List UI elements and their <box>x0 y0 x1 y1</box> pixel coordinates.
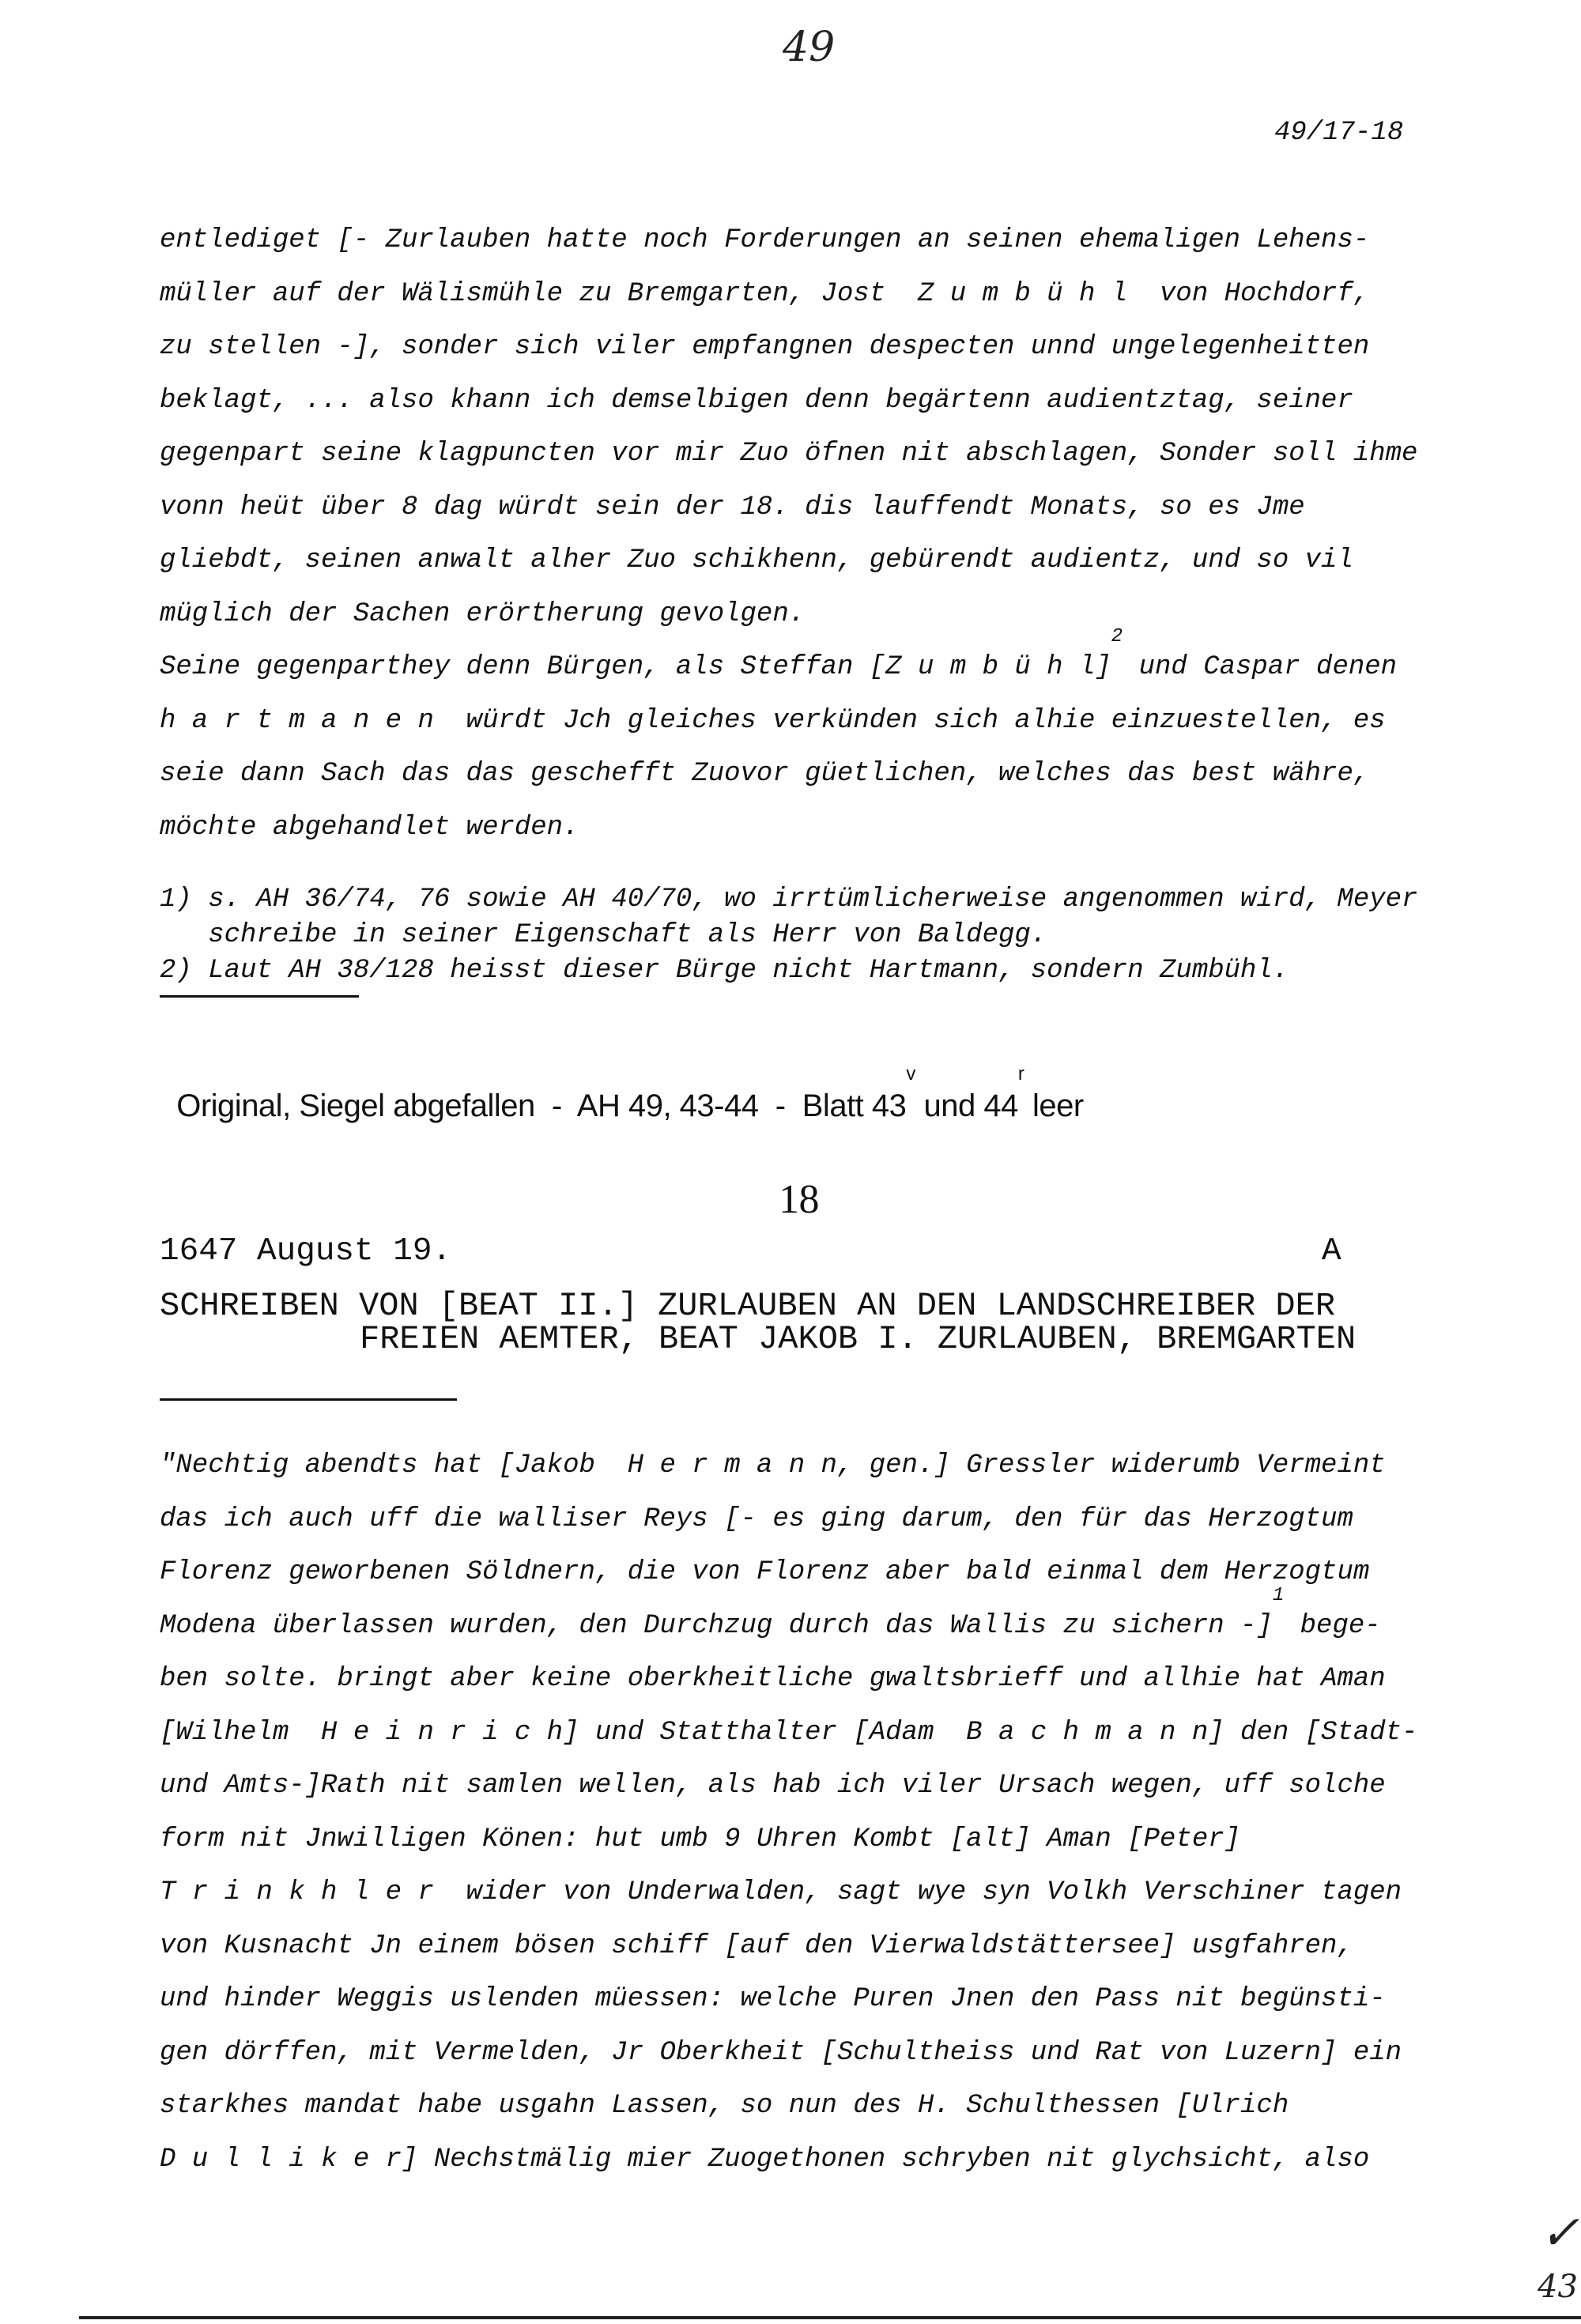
text-line <box>160 438 1417 470</box>
text-line <box>160 1877 1402 1908</box>
text-line: schreibe in seiner Eigenschaft als Herr von Baldegg. <box>160 920 1047 950</box>
text-segment: gen dörffen, mit Vermelden, Jr Oberkheit [Schultheiss und Rat von Luzern] ein <box>160 2037 1402 2068</box>
text-segment: entlediget [- Zurlauben hatte noch Forderungen an seinen ehemaligen Lehens- <box>160 225 1370 255</box>
text-line: 2) Laut AH 38/128 heisst dieser Bürge nicht Hartmann, sondern Zumbühl. <box>160 956 1289 986</box>
text-line <box>160 1556 1369 1588</box>
source-note-text: Original, Siegel abgefallen - AH 49, 43-44 - Blatt 43 <box>176 1088 907 1123</box>
text-segment: [Wilhelm H e i n r i c h] und Statthalter [Adam B a c h m a n n] den [Stadt- <box>160 1717 1418 1748</box>
text-line <box>160 1450 1386 1481</box>
document-title-line-1: SCHREIBEN VON [BEAT II.] ZURLAUBEN AN DEN LANDSCHREIBER DER <box>160 1287 1336 1325</box>
text-line <box>160 224 1369 256</box>
text-line <box>160 278 1369 310</box>
source-note-text-end: leer <box>1024 1088 1084 1123</box>
footnote-reference: 1 <box>1272 1584 1285 1606</box>
text-segment: bege- <box>1284 1610 1381 1641</box>
text-segment: Seine gegenparthey denn Bürgen, als Steffan [Z u m b ü h l] <box>160 652 1111 682</box>
footnote-reference: 2 <box>1111 626 1123 647</box>
text-line <box>160 758 1369 790</box>
document-letter: A <box>1322 1233 1341 1270</box>
text-segment: Florenz geworbenen Söldnern, die von Florenz aber bald einmal dem Herzogtum <box>160 1557 1370 1587</box>
text-segment: und Caspar denen <box>1123 652 1398 682</box>
text-segment: Modena überlassen wurden, den Durchzug durch das Wallis zu sichern -] <box>160 1610 1273 1641</box>
handwritten-page-number: 49 <box>783 24 836 71</box>
source-note-sup-v: v <box>906 1063 915 1085</box>
text-line <box>160 2037 1402 2069</box>
document-reference: 49/17-18 <box>1274 118 1404 148</box>
text-line <box>160 598 805 630</box>
text-line <box>160 1584 1381 1642</box>
text-segment: das ich auch uff die walliser Reys [- es ging darum, den für das Herzogtum <box>160 1503 1353 1534</box>
text-segment: und hinder Weggis uslenden müessen: welche Puren Jnen den Pass nit begünsti- <box>160 1984 1386 2014</box>
text-line <box>160 385 1353 417</box>
handwritten-folio-number: 43 <box>1538 2269 1578 2305</box>
text-segment: "Nechtig abendts hat [Jakob H e r m a n n, gen.] Gressler widerumb Vermeint <box>160 1451 1386 1481</box>
document-number: 18 <box>779 1177 819 1222</box>
text-segment: ben solte. bringt aber keine oberkheitliche gwaltsbrieff und allhie hat Aman <box>160 1664 1386 1694</box>
text-segment: gegenpart seine klagpuncten vor mir Zuo öfnen nit abschlagen, Sonder soll ihme <box>160 439 1418 469</box>
text-line: 1) s. AH 36/74, 76 sowie AH 40/70, wo irrtümlicherweise angenommen wird, Meyer <box>160 885 1418 915</box>
source-note-text-mid: und 44 <box>915 1088 1018 1123</box>
text-line <box>160 1930 1353 1962</box>
text-segment: müller auf der Wälismühle zu Bremgarten, Jost Z u m b ü h l von Hochdorf, <box>160 278 1370 309</box>
text-segment: von Kusnacht Jn einem bösen schiff [auf den Vierwaldstättersee] usgfahren, <box>160 1930 1353 1961</box>
text-segment: seie dann Sach das das geschefft Zuovor güetlichen, welches das best währe, <box>160 759 1370 789</box>
document-date: 1647 August 19. <box>160 1233 452 1270</box>
text-line <box>160 705 1386 737</box>
text-line <box>160 1503 1353 1535</box>
text-line <box>160 492 1305 523</box>
text-line <box>160 812 579 843</box>
text-segment: beklagt, ... also khann ich demselbigen denn begärtenn audientztag, seiner <box>160 385 1353 416</box>
checkmark-icon: ✓ <box>1540 2205 1580 2261</box>
text-segment: möchte abgehandlet werden. <box>160 812 579 843</box>
text-segment: h a r t m a n e n würdt Jch gleiches verkünden sich alhie einzuestellen, es <box>160 705 1386 736</box>
text-line <box>160 1663 1386 1695</box>
text-segment: starkhes mandat habe usgahn Lassen, so nun des H. Schulthessen [Ulrich <box>160 2091 1289 2121</box>
text-segment: form nit Jnwilligen Könen: hut umb 9 Uhren Kombt [alt] Aman [Peter] <box>160 1824 1241 1854</box>
text-line <box>160 1770 1386 1801</box>
text-segment: und Amts-]Rath nit samlen wellen, als hab ich viler Ursach wegen, uff solche <box>160 1771 1386 1801</box>
document-title-line-2: FREIEN AEMTER, BEAT JAKOB I. ZURLAUBEN, BREMGARTEN <box>360 1320 1356 1358</box>
text-segment: T r i n k h l e r wider von Underwalden, sagt wye syn Volkh Verschiner tagen <box>160 1877 1402 1907</box>
text-line <box>160 626 1398 683</box>
text-line <box>160 2090 1289 2122</box>
text-segment: D u l l i k e r] Nechstmälig mier Zuogethonen schryben nit glychsicht, also <box>160 2144 1370 2175</box>
text-line <box>160 2144 1369 2175</box>
separator-rule-2 <box>160 1398 457 1401</box>
text-segment: vonn heüt über 8 dag würdt sein der 18. dis lauffendt Monats, so es Jme <box>160 492 1305 523</box>
text-line <box>160 331 1369 363</box>
text-line <box>160 1717 1417 1749</box>
text-line <box>160 545 1353 576</box>
separator-rule <box>160 995 359 998</box>
text-line <box>160 1983 1386 2015</box>
source-note <box>160 1053 1084 1124</box>
text-segment: zu stellen -], sonder sich viler empfangnen despecten unnd ungelegenheitten <box>160 332 1370 362</box>
source-note-sup-r: r <box>1017 1063 1024 1085</box>
text-segment: gliebdt, seinen anwalt alher Zuo schikhenn, gebürendt audientz, und so vil <box>160 545 1353 575</box>
text-segment: müglich der Sachen erörtherung gevolgen. <box>160 598 806 629</box>
text-line <box>160 1824 1240 1855</box>
page-edge <box>79 2316 1581 2319</box>
